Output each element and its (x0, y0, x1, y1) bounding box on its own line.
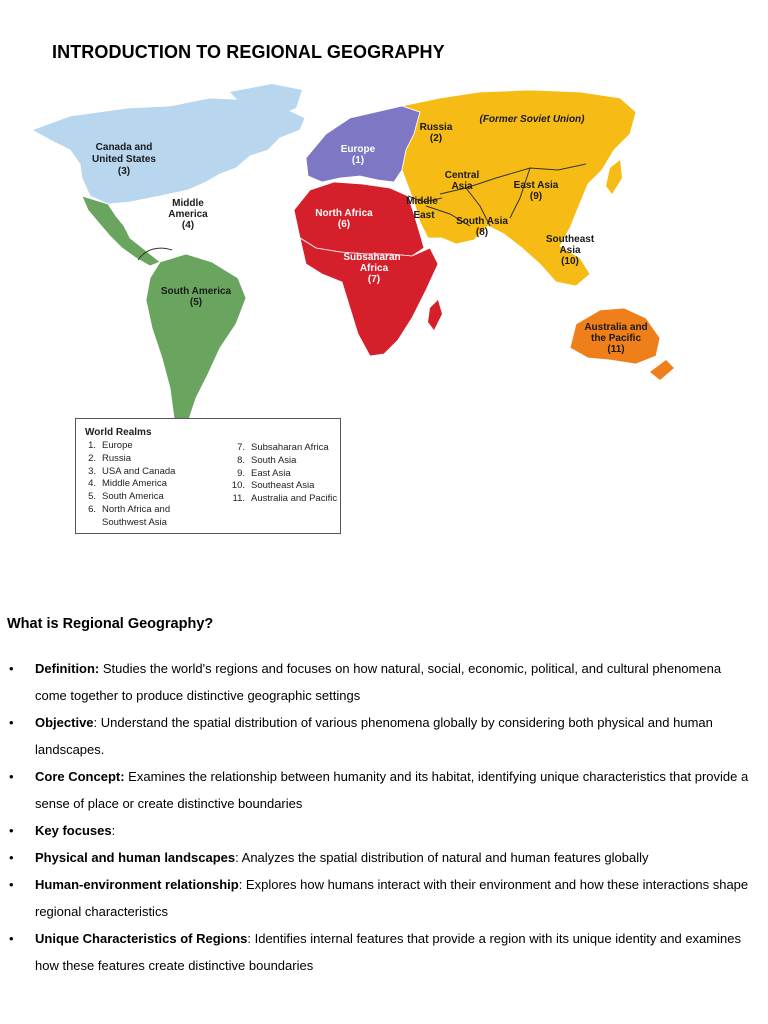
legend-item-number: 7. (237, 442, 245, 453)
label-russia-2: (2) (429, 133, 443, 144)
legend-item-number: 6. (88, 503, 96, 515)
label-southeast-asia-3: (10) (561, 256, 579, 267)
legend-item-label: Middle America (102, 478, 167, 490)
label-russia-1: Russia (419, 122, 453, 133)
label-australia-2: the Pacific (590, 333, 642, 344)
label-europe-1: Europe (340, 144, 376, 155)
region-madagascar (428, 300, 442, 330)
bullet-glyph: • (9, 715, 14, 730)
legend-item (76, 517, 206, 530)
legend-item (76, 440, 206, 453)
bullet-lead: Objective (35, 715, 94, 730)
label-east-asia-1: East Asia (513, 180, 559, 191)
legend-item-number (76, 517, 102, 530)
bullet-item (0, 925, 768, 979)
bullet-glyph: • (9, 823, 14, 838)
legend-item (76, 491, 206, 504)
legend-item-number: 1. (88, 440, 96, 451)
label-canada-3: (3) (117, 166, 131, 177)
label-north-africa-2: (6) (337, 219, 351, 230)
bullet-item (0, 763, 768, 817)
legend-item-label: Southwest Asia (102, 516, 167, 528)
label-east-asia-2: (9) (529, 191, 543, 202)
legend-item-label: East Asia (251, 467, 291, 479)
legend-item-label: Subsaharan Africa (251, 442, 329, 453)
bullet-glyph: • (9, 931, 14, 946)
label-europe-2: (1) (351, 155, 365, 166)
label-former-soviet: (Former Soviet Union) (479, 114, 585, 125)
legend-title: World Realms (85, 427, 152, 438)
label-north-africa-1: North Africa (315, 208, 373, 219)
region-middle-america (82, 196, 160, 266)
label-south-america-1: South America (160, 286, 232, 297)
bullet-glyph: • (9, 661, 14, 676)
bullet-glyph: • (9, 877, 14, 892)
map-legend (75, 418, 341, 534)
label-canada-2: United States (92, 154, 156, 165)
region-new-zealand (650, 360, 674, 380)
region-japan (606, 160, 622, 194)
label-middle-east-1: Middle (406, 196, 438, 207)
region-north-africa (294, 182, 424, 256)
bullet-list (0, 655, 768, 979)
legend-item-label: South America (102, 491, 164, 503)
bullet-lead: Core Concept: (35, 769, 125, 784)
label-south-america-2: (5) (189, 297, 203, 308)
bullet-lead: Key focuses (35, 823, 112, 838)
region-south-america (146, 254, 246, 434)
legend-item-number: 8. (237, 454, 245, 466)
bullet-item (0, 817, 768, 844)
bullet-text: : Identifies internal features that provide a region with its unique identity and examines how these features create distinctive boundaries (35, 931, 741, 973)
legend-item (76, 478, 206, 491)
legend-item (76, 504, 206, 517)
legend-item (219, 468, 339, 481)
label-central-asia-1: Central (444, 170, 480, 181)
legend-item-label: Southeast Asia (251, 480, 315, 492)
legend-item (219, 480, 339, 493)
legend-item (76, 453, 206, 466)
bullet-text: Examines the relationship between humanity and its habitat, identifying unique characteristics that provide a sense of place or create distinctive boundaries (35, 769, 749, 811)
label-subsaharan-1: Subsaharan (343, 252, 401, 263)
bullet-glyph: • (9, 769, 14, 784)
bullet-text: : Analyzes the spatial distribution of natural and human features globally (235, 850, 649, 865)
bullet-text: Studies the world's regions and focuses on how natural, social, economic, political, and cultural phenomena come together to produce distinctive geographic settings (35, 661, 722, 703)
legend-item-number: 3. (88, 465, 96, 477)
bullet-lead: Unique Characteristics of Regions (35, 931, 248, 946)
bullet-text: : Explores how humans interact with their environment and how these interactions shape regional characteristics (35, 877, 749, 919)
label-middle-america-1: Middle (172, 198, 204, 209)
bullet-item (0, 844, 768, 871)
legend-item (219, 455, 339, 468)
legend-column-2 (219, 442, 339, 506)
bullet-text: : (111, 823, 116, 838)
legend-item-label: North Africa and (102, 503, 171, 515)
legend-item-label: Europe (102, 440, 133, 451)
legend-item-label: Russia (102, 452, 132, 464)
label-southeast-asia-1: Southeast (545, 234, 595, 245)
label-subsaharan-3: (7) (367, 274, 381, 285)
legend-item-label: South Asia (251, 454, 297, 466)
bullet-lead: Definition: (35, 661, 100, 676)
bullet-item (0, 709, 768, 763)
label-middle-america-3: (4) (181, 220, 195, 231)
legend-column-1 (76, 440, 206, 530)
page-title: INTRODUCTION TO REGIONAL GEOGRAPHY (52, 42, 445, 62)
legend-item-number: 5. (88, 491, 96, 503)
svg-text:MiddleAmerica(4) (168, 198, 208, 231)
label-australia-1: Australia and (584, 322, 648, 333)
label-south-asia-2: (8) (475, 227, 489, 238)
legend-item-number: 9. (237, 467, 245, 479)
bullet-text: : Understand the spatial distribution of various phenomena globally by considering both physical and human landscapes. (35, 715, 713, 757)
bullet-item (0, 655, 768, 709)
label-southeast-asia-2: Asia (559, 245, 581, 256)
legend-item-label: USA and Canada (102, 465, 176, 477)
legend-item-number: 2. (88, 452, 96, 464)
label-central-asia-2: Asia (451, 181, 473, 192)
label-middle-east-2: East (413, 210, 435, 221)
bullet-lead: Human-environment relationship (35, 877, 239, 892)
bullet-lead: Physical and human landscapes (35, 850, 236, 865)
legend-item (76, 466, 206, 479)
legend-item-label: Australia and Pacific (251, 493, 338, 505)
section-title: What is Regional Geography? (7, 616, 214, 632)
bullet-glyph: • (9, 850, 14, 865)
label-canada-1: Canada and (95, 142, 153, 153)
label-subsaharan-2: Africa (359, 263, 389, 274)
bullet-item (0, 871, 768, 925)
label-australia-3: (11) (607, 344, 625, 355)
legend-item-number: 10. (231, 480, 245, 492)
label-south-asia-1: South Asia (456, 216, 508, 227)
legend-item (219, 493, 339, 506)
legend-item (219, 442, 339, 455)
legend-item-number: 11. (232, 493, 245, 505)
label-middle-america-2: America (168, 209, 208, 220)
legend-item-number: 4. (88, 478, 96, 490)
